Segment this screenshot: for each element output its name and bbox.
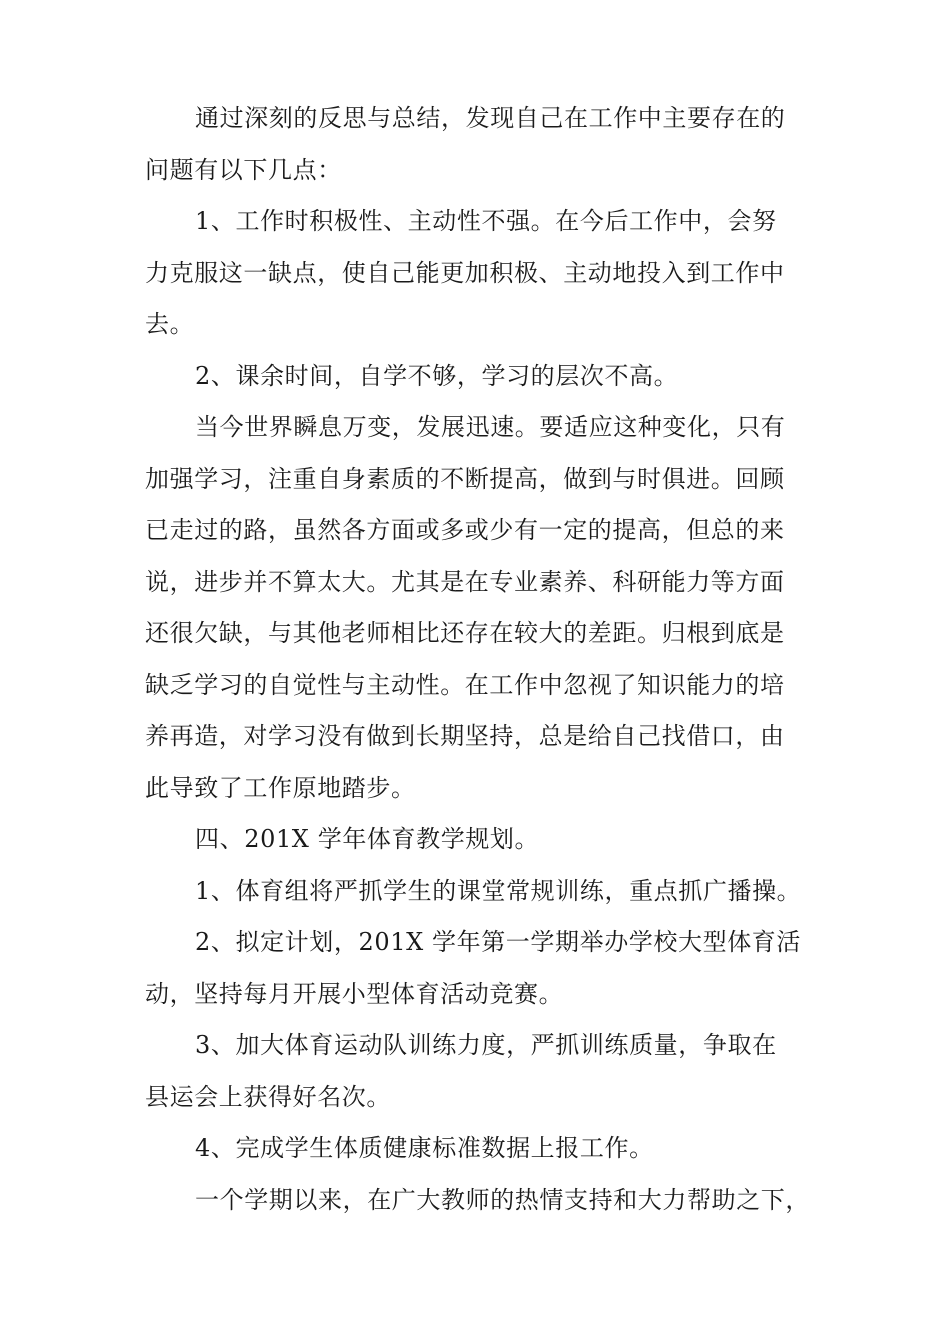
text-line: 加强学习，注重自身素质的不断提高，做到与时俱进。回顾 [145,464,785,493]
document-body [145,93,815,1226]
text-line: 养再造，对学习没有做到长期坚持，总是给自己找借口，由 [145,722,785,750]
text-line: 2、拟定计划，201X 学年第一学期举办学校大型体育活 [195,928,801,956]
text-line: 通过深刻的反思与总结，发现自己在工作中主要存在的 [195,104,786,132]
text-line: 3、加大体育运动队训练力度，严抓训练质量，争取在 [195,1031,777,1059]
text-line: 动，坚持每月开展小型体育活动竞赛。 [145,979,564,1008]
text-line: 1、工作时积极性、主动性不强。在今后工作中，会努 [195,207,777,235]
text-line: 1、体育组将严抓学生的课堂常规训练，重点抓广播操。 [195,876,802,905]
text-line: 已走过的路，虽然各方面或多或少有一定的提高，但总的来 [145,516,785,544]
text-line: 力克服这一缺点，使自己能更加积极、主动地投入到工作中 [145,258,785,287]
text-line: 缺乏学习的自觉性与主动性。在工作中忽视了知识能力的培 [145,670,785,699]
text-line: 2、课余时间，自学不够，学习的层次不高。 [195,361,679,390]
text-line: 四、201X 学年体育教学规划。 [195,825,540,853]
text-line: 去。 [145,310,195,338]
text-line: 问题有以下几点： [145,155,342,184]
text-line: 县运会上获得好名次。 [145,1082,391,1111]
text-line: 说，进步并不算太大。尤其是在专业素养、科研能力等方面 [145,567,785,596]
text-line: 此导致了工作原地踏步。 [145,773,416,802]
text-line: 当今世界瞬息万变，发展迅速。要适应这种变化，只有 [195,413,786,441]
text-line: 还很欠缺，与其他老师相比还存在较大的差距。归根到底是 [145,619,785,647]
text-line: 一个学期以来，在广大教师的热情支持和大力帮助之下， [195,1185,810,1214]
text-line: 4、完成学生体质健康标准数据上报工作。 [195,1134,654,1162]
